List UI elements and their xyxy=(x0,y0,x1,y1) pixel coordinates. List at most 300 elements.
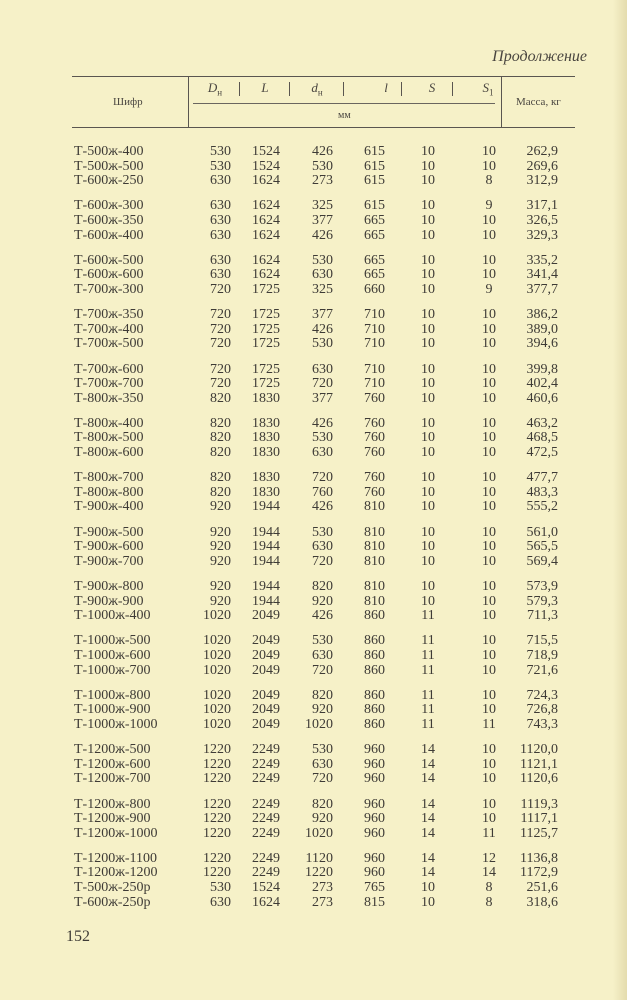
table-row xyxy=(0,852,627,867)
table-row xyxy=(0,812,627,827)
table-row xyxy=(0,145,627,160)
cell-dn: 820 xyxy=(210,470,231,486)
cell-mass: 569,4 xyxy=(526,553,558,569)
cell-mass: 1172,9 xyxy=(520,865,558,881)
cell-mass: 335,2 xyxy=(526,252,558,268)
cell-dn: 530 xyxy=(210,144,231,159)
cell-mass: 743,3 xyxy=(526,716,558,732)
cell-d-small: 630 xyxy=(312,361,333,377)
cell-code: Т-500ж-250р xyxy=(74,880,151,896)
table-row xyxy=(0,772,627,787)
cell-s1: 10 xyxy=(482,687,496,703)
cell-dn: 1220 xyxy=(203,771,231,787)
cell-length: 2049 xyxy=(252,647,280,663)
cell-d-small: 720 xyxy=(312,771,333,787)
cell-s: 10 xyxy=(421,445,435,461)
cell-s1: 10 xyxy=(482,470,496,486)
cell-dn: 820 xyxy=(210,390,231,406)
cell-length: 1725 xyxy=(252,281,280,297)
cell-mass: 724,3 xyxy=(526,687,558,703)
cell-l-small: 615 xyxy=(364,198,385,214)
cell-code: Т-600ж-300 xyxy=(74,198,144,214)
cell-s1: 10 xyxy=(482,662,496,678)
cell-d-small: 720 xyxy=(312,470,333,486)
cell-d-small: 530 xyxy=(312,430,333,446)
cell-dn: 630 xyxy=(210,212,231,228)
cell-dn: 1020 xyxy=(203,608,231,624)
cell-l-small: 760 xyxy=(364,445,385,461)
cell-length: 1830 xyxy=(252,415,280,431)
row-group xyxy=(0,852,627,910)
header-divider xyxy=(289,82,290,96)
cell-dn: 1020 xyxy=(203,633,231,649)
cell-s1: 10 xyxy=(482,445,496,461)
cell-d-small: 325 xyxy=(312,281,333,297)
cell-code: Т-1200ж-900 xyxy=(74,811,151,827)
table-row xyxy=(0,471,627,486)
cell-l-small: 860 xyxy=(364,702,385,718)
cell-mass: 312,9 xyxy=(526,173,558,189)
cell-mass: 565,5 xyxy=(526,539,558,555)
cell-s1: 10 xyxy=(482,321,496,337)
cell-s: 10 xyxy=(421,336,435,352)
table-row xyxy=(0,634,627,649)
cell-dn: 920 xyxy=(210,579,231,594)
cell-mass: 1120,6 xyxy=(520,771,558,787)
cell-s: 10 xyxy=(421,499,435,515)
col-subscript: 1 xyxy=(489,87,494,98)
cell-s: 11 xyxy=(421,702,435,718)
table-row xyxy=(0,609,627,624)
cell-mass: 477,7 xyxy=(526,470,558,486)
cell-d-small: 325 xyxy=(312,198,333,214)
cell-mass: 1121,1 xyxy=(520,756,558,772)
cell-mass: 326,5 xyxy=(526,212,558,228)
table-row xyxy=(0,363,627,378)
cell-s: 10 xyxy=(421,390,435,406)
cell-dn: 1220 xyxy=(203,742,231,758)
cell-s: 10 xyxy=(421,144,435,159)
row-group xyxy=(0,526,627,570)
cell-d-small: 920 xyxy=(312,702,333,718)
cell-mass: 318,6 xyxy=(526,894,558,910)
cell-s1: 10 xyxy=(482,539,496,555)
cell-mass: 718,9 xyxy=(526,647,558,663)
cell-code: Т-900ж-700 xyxy=(74,553,144,569)
cell-code: Т-600ж-600 xyxy=(74,267,144,283)
cell-d-small: 426 xyxy=(312,227,333,243)
cell-mass: 329,3 xyxy=(526,227,558,243)
cell-length: 2049 xyxy=(252,633,280,649)
table-row xyxy=(0,689,627,704)
header-bottom-rule xyxy=(72,127,575,128)
cell-length: 2049 xyxy=(252,716,280,732)
cell-code: Т-900ж-600 xyxy=(74,539,144,555)
cell-d-small: 630 xyxy=(312,445,333,461)
cell-l-small: 710 xyxy=(364,336,385,352)
cell-d-small: 630 xyxy=(312,647,333,663)
cell-length: 1944 xyxy=(252,579,280,594)
cell-s1: 10 xyxy=(482,499,496,515)
cell-d-small: 720 xyxy=(312,662,333,678)
col-subscript: н xyxy=(217,87,223,98)
header-divider xyxy=(239,82,240,96)
cell-mass: 399,8 xyxy=(526,361,558,377)
cell-s1: 10 xyxy=(482,742,496,758)
cell-dn: 920 xyxy=(210,524,231,540)
cell-l-small: 760 xyxy=(364,390,385,406)
cell-mass: 726,8 xyxy=(526,702,558,718)
table-row xyxy=(0,377,627,392)
cell-s: 10 xyxy=(421,880,435,896)
cell-mass: 483,3 xyxy=(526,484,558,500)
cell-dn: 1020 xyxy=(203,716,231,732)
cell-dn: 920 xyxy=(210,553,231,569)
page-number: 152 xyxy=(66,928,90,945)
cell-d-small: 720 xyxy=(312,376,333,392)
cell-s1: 10 xyxy=(482,267,496,283)
cell-d-small: 920 xyxy=(312,811,333,827)
cell-mass: 377,7 xyxy=(526,281,558,297)
cell-mass: 1136,8 xyxy=(520,850,558,866)
cell-d-small: 530 xyxy=(312,524,333,540)
cell-s: 10 xyxy=(421,267,435,283)
cell-l-small: 710 xyxy=(364,307,385,323)
cell-mass: 317,1 xyxy=(526,198,558,214)
cell-s: 10 xyxy=(421,173,435,189)
table-row xyxy=(0,540,627,555)
cell-code: Т-600ж-350 xyxy=(74,212,144,228)
cell-s1: 10 xyxy=(482,336,496,352)
cell-s1: 10 xyxy=(482,227,496,243)
cell-dn: 530 xyxy=(210,880,231,896)
cell-d-small: 530 xyxy=(312,742,333,758)
row-group xyxy=(0,254,627,298)
cell-s: 10 xyxy=(421,281,435,297)
cell-l-small: 960 xyxy=(364,865,385,881)
table-row xyxy=(0,718,627,733)
cell-s: 10 xyxy=(421,894,435,910)
cell-dn: 820 xyxy=(210,484,231,500)
cell-dn: 820 xyxy=(210,430,231,446)
cell-s: 10 xyxy=(421,470,435,486)
cell-dn: 920 xyxy=(210,499,231,515)
cell-length: 2249 xyxy=(252,811,280,827)
cell-s1: 10 xyxy=(482,376,496,392)
cell-code: Т-1000ж-900 xyxy=(74,702,151,718)
cell-dn: 530 xyxy=(210,158,231,174)
header-top-rule xyxy=(72,76,575,77)
cell-s: 10 xyxy=(421,158,435,174)
cell-s1: 10 xyxy=(482,144,496,159)
cell-l-small: 760 xyxy=(364,470,385,486)
cell-mass: 555,2 xyxy=(526,499,558,515)
cell-s1: 8 xyxy=(485,894,493,910)
table-row xyxy=(0,392,627,407)
header-col-s xyxy=(412,80,452,98)
cell-l-small: 665 xyxy=(364,267,385,283)
col-symbol: D xyxy=(207,80,218,95)
cell-length: 2249 xyxy=(252,796,280,812)
row-group xyxy=(0,145,627,189)
cell-length: 1944 xyxy=(252,539,280,555)
cell-code: Т-700ж-350 xyxy=(74,307,144,323)
header-code: Шифр xyxy=(113,96,143,108)
table-row xyxy=(0,431,627,446)
cell-length: 2049 xyxy=(252,662,280,678)
cell-code: Т-1000ж-800 xyxy=(74,687,151,703)
cell-l-small: 960 xyxy=(364,742,385,758)
cell-s: 14 xyxy=(421,811,435,827)
cell-s1: 10 xyxy=(482,608,496,624)
cell-s: 11 xyxy=(421,608,435,624)
table-row xyxy=(0,580,627,595)
cell-length: 2249 xyxy=(252,865,280,881)
cell-length: 1830 xyxy=(252,484,280,500)
row-group xyxy=(0,689,627,733)
cell-mass: 573,9 xyxy=(526,579,558,594)
table-row xyxy=(0,866,627,881)
cell-l-small: 615 xyxy=(364,144,385,159)
cell-length: 1524 xyxy=(252,144,280,159)
table-row xyxy=(0,896,627,911)
table-row xyxy=(0,160,627,175)
col-symbol: L xyxy=(261,80,269,95)
cell-d-small: 273 xyxy=(312,894,333,910)
cell-s1: 10 xyxy=(482,390,496,406)
cell-code: Т-1000ж-600 xyxy=(74,647,151,663)
cell-length: 2249 xyxy=(252,756,280,772)
cell-dn: 720 xyxy=(210,376,231,392)
cell-dn: 1220 xyxy=(203,756,231,772)
cell-dn: 920 xyxy=(210,593,231,609)
cell-dn: 720 xyxy=(210,307,231,323)
col-symbol: S xyxy=(482,80,489,95)
cell-d-small: 530 xyxy=(312,158,333,174)
cell-l-small: 860 xyxy=(364,716,385,732)
cell-dn: 1020 xyxy=(203,687,231,703)
cell-s1: 10 xyxy=(482,796,496,812)
cell-s: 11 xyxy=(421,662,435,678)
cell-dn: 630 xyxy=(210,267,231,283)
cell-length: 1725 xyxy=(252,307,280,323)
cell-l-small: 810 xyxy=(364,553,385,569)
cell-length: 2049 xyxy=(252,687,280,703)
cell-dn: 630 xyxy=(210,173,231,189)
cell-l-small: 665 xyxy=(364,212,385,228)
cell-l-small: 760 xyxy=(364,484,385,500)
cell-code: Т-700ж-500 xyxy=(74,336,144,352)
cell-l-small: 760 xyxy=(364,415,385,431)
cell-mass: 715,5 xyxy=(526,633,558,649)
cell-s1: 10 xyxy=(482,756,496,772)
cell-s1: 10 xyxy=(482,811,496,827)
cell-s: 10 xyxy=(421,415,435,431)
cell-s1: 12 xyxy=(482,850,496,866)
cell-length: 1624 xyxy=(252,227,280,243)
cell-mass: 463,2 xyxy=(526,415,558,431)
cell-dn: 630 xyxy=(210,252,231,268)
cell-length: 1830 xyxy=(252,390,280,406)
cell-s1: 10 xyxy=(482,212,496,228)
cell-l-small: 960 xyxy=(364,825,385,841)
cell-length: 1624 xyxy=(252,173,280,189)
table-row xyxy=(0,881,627,896)
cell-l-small: 615 xyxy=(364,158,385,174)
table-row xyxy=(0,743,627,758)
cell-dn: 1220 xyxy=(203,796,231,812)
cell-mass: 1117,1 xyxy=(520,811,558,827)
table-row xyxy=(0,229,627,244)
cell-l-small: 665 xyxy=(364,252,385,268)
table-row xyxy=(0,500,627,515)
cell-code: Т-1200ж-800 xyxy=(74,796,151,812)
cell-s1: 9 xyxy=(485,281,493,297)
table-row xyxy=(0,308,627,323)
cell-l-small: 860 xyxy=(364,647,385,663)
row-group xyxy=(0,743,627,787)
cell-s1: 10 xyxy=(482,415,496,431)
cell-code: Т-1000ж-400 xyxy=(74,608,151,624)
cell-dn: 920 xyxy=(210,539,231,555)
cell-length: 1624 xyxy=(252,267,280,283)
cell-d-small: 530 xyxy=(312,336,333,352)
cell-d-small: 426 xyxy=(312,321,333,337)
cell-code: Т-600ж-250р xyxy=(74,894,151,910)
cell-s1: 9 xyxy=(485,198,493,214)
cell-s: 10 xyxy=(421,430,435,446)
cell-s: 10 xyxy=(421,579,435,594)
cell-code: Т-700ж-400 xyxy=(74,321,144,337)
cell-s: 14 xyxy=(421,796,435,812)
cell-s: 11 xyxy=(421,647,435,663)
cell-s1: 10 xyxy=(482,430,496,446)
table-row xyxy=(0,798,627,813)
cell-l-small: 760 xyxy=(364,430,385,446)
cell-code: Т-700ж-600 xyxy=(74,361,144,377)
cell-code: Т-800ж-400 xyxy=(74,415,144,431)
cell-s: 14 xyxy=(421,825,435,841)
cell-s1: 10 xyxy=(482,252,496,268)
cell-s1: 10 xyxy=(482,702,496,718)
cell-dn: 1220 xyxy=(203,865,231,881)
cell-code: Т-500ж-400 xyxy=(74,144,144,159)
cell-l-small: 960 xyxy=(364,756,385,772)
cell-length: 2249 xyxy=(252,850,280,866)
cell-length: 1725 xyxy=(252,361,280,377)
cell-d-small: 377 xyxy=(312,307,333,323)
cell-l-small: 860 xyxy=(364,662,385,678)
cell-l-small: 665 xyxy=(364,227,385,243)
cell-code: Т-1200ж-1100 xyxy=(74,850,158,866)
col-symbol: S xyxy=(428,80,436,95)
cell-l-small: 810 xyxy=(364,539,385,555)
cell-code: Т-800ж-700 xyxy=(74,470,144,486)
cell-s: 14 xyxy=(421,742,435,758)
cell-s: 14 xyxy=(421,771,435,787)
cell-s: 10 xyxy=(421,198,435,214)
row-group xyxy=(0,199,627,243)
table-row xyxy=(0,417,627,432)
cell-code: Т-900ж-800 xyxy=(74,579,144,594)
cell-s: 10 xyxy=(421,593,435,609)
table-row xyxy=(0,649,627,664)
cell-length: 1944 xyxy=(252,553,280,569)
header-divider xyxy=(452,82,453,96)
cell-code: Т-1200ж-600 xyxy=(74,756,151,772)
cell-length: 2249 xyxy=(252,825,280,841)
header-mass: Масса, кг xyxy=(516,96,561,108)
row-group xyxy=(0,580,627,624)
cell-d-small: 1220 xyxy=(305,865,333,881)
continuation-label: Продолжение xyxy=(492,48,587,65)
cell-mass: 389,0 xyxy=(526,321,558,337)
cell-s1: 10 xyxy=(482,307,496,323)
cell-l-small: 960 xyxy=(364,850,385,866)
cell-l-small: 765 xyxy=(364,880,385,896)
cell-d-small: 426 xyxy=(312,499,333,515)
cell-length: 1524 xyxy=(252,880,280,896)
cell-code: Т-900ж-900 xyxy=(74,593,144,609)
table-row xyxy=(0,486,627,501)
cell-d-small: 1020 xyxy=(305,825,333,841)
cell-dn: 720 xyxy=(210,321,231,337)
cell-s1: 10 xyxy=(482,553,496,569)
cell-s: 10 xyxy=(421,321,435,337)
table-body xyxy=(0,145,627,921)
cell-l-small: 710 xyxy=(364,376,385,392)
cell-l-small: 960 xyxy=(364,771,385,787)
cell-s: 10 xyxy=(421,212,435,228)
cell-code: Т-700ж-700 xyxy=(74,376,144,392)
cell-mass: 721,6 xyxy=(526,662,558,678)
cell-dn: 1220 xyxy=(203,811,231,827)
cell-length: 1944 xyxy=(252,499,280,515)
cell-d-small: 530 xyxy=(312,633,333,649)
cell-d-small: 1020 xyxy=(305,716,333,732)
cell-s1: 10 xyxy=(482,484,496,500)
cell-s1: 8 xyxy=(485,880,493,896)
cell-mass: 1119,3 xyxy=(520,796,558,812)
cell-length: 1944 xyxy=(252,593,280,609)
row-group xyxy=(0,471,627,515)
table-row xyxy=(0,526,627,541)
row-group xyxy=(0,634,627,678)
cell-dn: 720 xyxy=(210,281,231,297)
cell-code: Т-1200ж-1200 xyxy=(74,865,158,881)
table-row xyxy=(0,446,627,461)
cell-mass: 341,4 xyxy=(526,267,558,283)
row-group xyxy=(0,417,627,461)
cell-mass: 1120,0 xyxy=(520,742,558,758)
cell-dn: 820 xyxy=(210,415,231,431)
cell-s: 10 xyxy=(421,307,435,323)
table-row xyxy=(0,703,627,718)
cell-d-small: 760 xyxy=(312,484,333,500)
cell-code: Т-600ж-250 xyxy=(74,173,144,189)
cell-s1: 10 xyxy=(482,633,496,649)
cell-mass: 579,3 xyxy=(526,593,558,609)
table-row xyxy=(0,283,627,298)
cell-d-small: 377 xyxy=(312,212,333,228)
cell-length: 1624 xyxy=(252,252,280,268)
cell-code: Т-900ж-400 xyxy=(74,499,144,515)
cell-mass: 251,6 xyxy=(526,880,558,896)
cell-dn: 820 xyxy=(210,445,231,461)
cell-mass: 468,5 xyxy=(526,430,558,446)
cell-length: 1624 xyxy=(252,894,280,910)
cell-l-small: 710 xyxy=(364,361,385,377)
